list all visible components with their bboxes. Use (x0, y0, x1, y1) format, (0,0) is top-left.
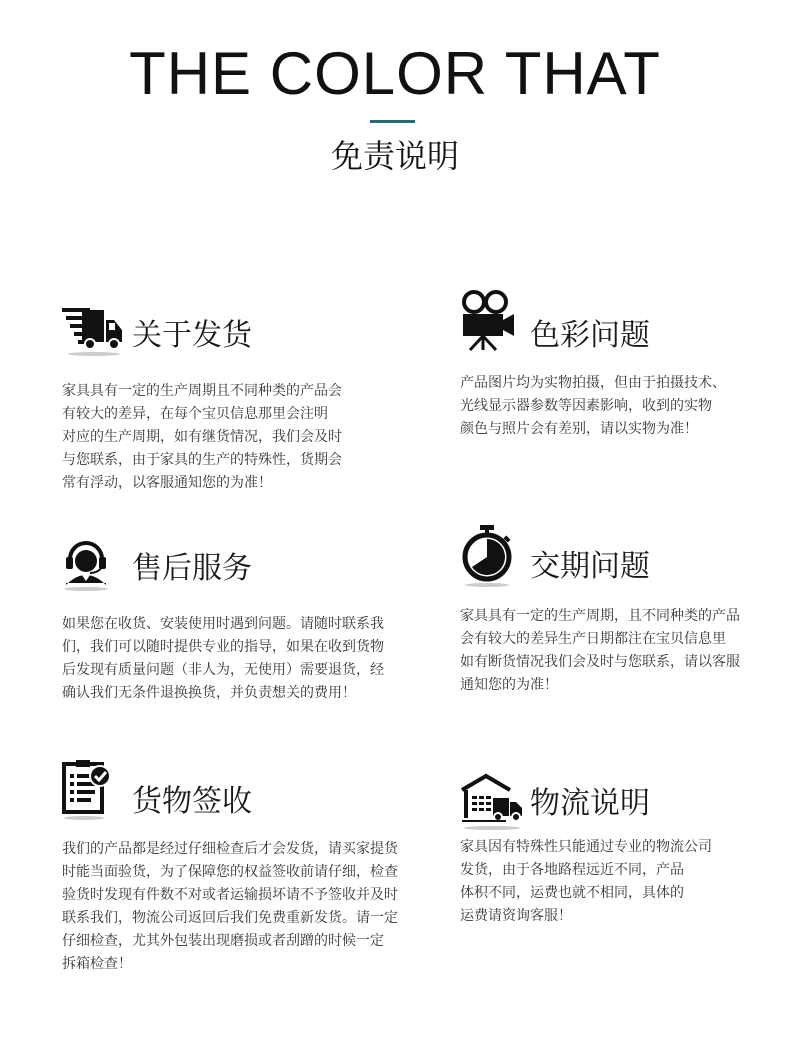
body-line: 颜色与照片会有差别，请以实物为准！ (460, 421, 698, 437)
title-divider (370, 120, 415, 123)
section-body (62, 838, 432, 976)
section-shipping (62, 302, 432, 495)
body-line: 体积不同，运费也就不相同，具体的 (460, 885, 684, 901)
page-subtitle: 免责说明 (330, 137, 459, 175)
section-logistics (460, 770, 790, 928)
body-line: 家具因有特殊性只能通过专业的物流公司 (460, 839, 712, 855)
body-line: 拆箱检查！ (62, 956, 132, 972)
section-delivery-time (460, 525, 790, 697)
section-body (460, 372, 790, 441)
section-title: 色彩问题 (530, 318, 650, 353)
body-line: 会有较大的差异生产日期都注在宝贝信息里 (460, 631, 726, 647)
movie-camera-icon (460, 290, 524, 354)
body-line: 对应的生产周期，如有继货情况，我们会及时 (62, 429, 342, 445)
body-line: 验货时发现有件数不对或者运输损坏请不予签收并及时 (62, 887, 398, 903)
checklist-icon (62, 760, 126, 824)
body-line: 如果您在收货、安装使用时遇到问题。请随时联系我 (62, 616, 384, 632)
body-line: 有较大的差异，在每个宝贝信息那里会注明 (62, 406, 328, 422)
body-line: 们，我们可以随时提供专业的指导，如果在收到货物 (62, 639, 384, 655)
page-headline: THE COLOR THAT (129, 40, 661, 107)
body-line: 运费请资询客服！ (460, 908, 572, 924)
body-line: 仔细检查，尤其外包装出现磨损或者刮蹭的时候一定 (62, 933, 384, 949)
section-title: 货物签收 (132, 784, 252, 819)
body-line: 我们的产品都是经过仔细检查后才会发货，请买家提货 (62, 841, 398, 857)
stopwatch-icon (460, 525, 524, 589)
body-line: 后发现有质量问题（非人为，无使用）需要退货，经 (62, 662, 384, 678)
body-line: 与您联系，由于家具的生产的特殊性，货期会 (62, 452, 342, 468)
customer-service-icon (62, 535, 126, 599)
body-line: 光线显示器参数等因素影响，收到的实物 (460, 398, 712, 414)
body-line: 产品图片均为实物拍摄，但由于拍摄技术、 (460, 375, 726, 391)
section-body (62, 380, 432, 495)
body-line: 联系我们，物流公司返回后我们免费重新发货。请一定 (62, 910, 398, 926)
section-body (460, 605, 790, 697)
body-line: 通知您的为准！ (460, 677, 558, 693)
section-body (62, 613, 432, 705)
section-title: 关于发货 (132, 318, 252, 353)
body-line: 常有浮动，以客服通知您的为准！ (62, 475, 272, 491)
section-receipt (62, 760, 432, 976)
warehouse-truck-icon (460, 770, 524, 834)
body-line: 时能当面验货，为了保障您的权益签收前请仔细，检查 (62, 864, 398, 880)
section-color (460, 290, 790, 441)
section-title: 物流说明 (530, 786, 650, 821)
section-body (460, 836, 790, 928)
body-line: 家具具有一定的生产周期且不同种类的产品会 (62, 383, 342, 399)
section-title: 交期问题 (530, 549, 650, 584)
body-line: 如有断货情况我们会及时与您联系，请以客服 (460, 654, 740, 670)
body-line: 发货，由于各地路程远近不同，产品 (460, 862, 684, 878)
section-after-sales (62, 535, 432, 705)
body-line: 家具具有一定的生产周期，且不同种类的产品 (460, 608, 740, 624)
body-line: 确认我们无条件退换换货，并负责想关的费用！ (62, 685, 356, 701)
section-title: 售后服务 (132, 551, 252, 586)
delivery-truck-icon (62, 302, 126, 366)
